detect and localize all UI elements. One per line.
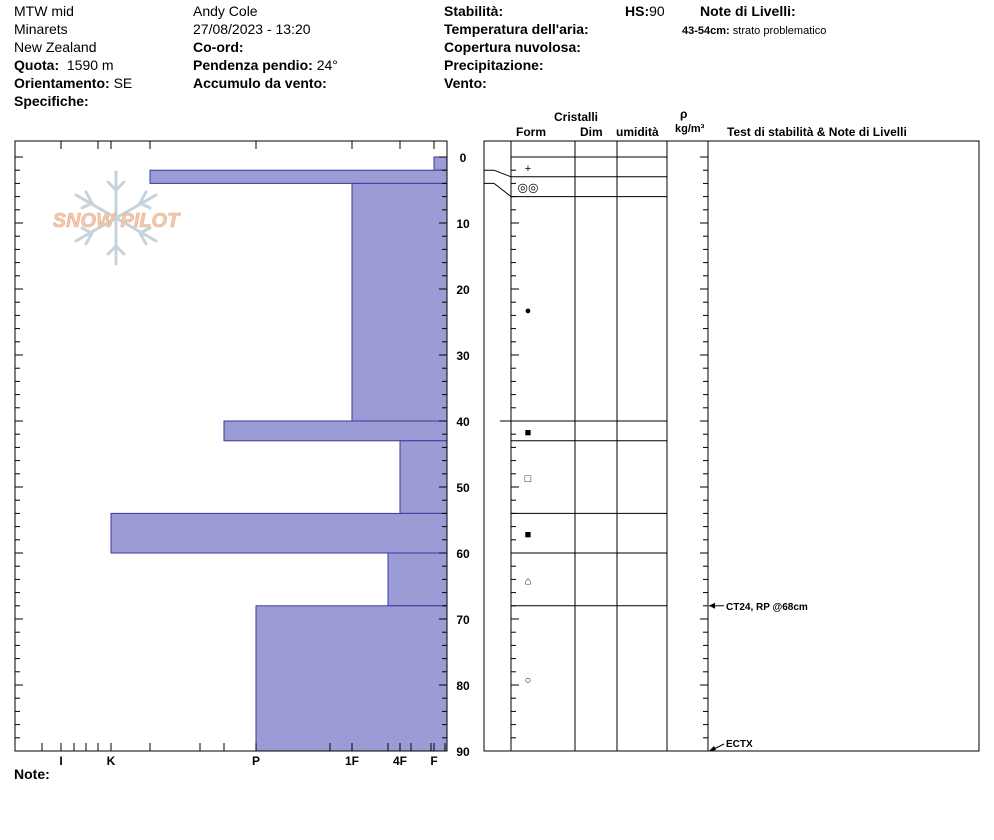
grain-form-symbol: ◎◎	[517, 180, 539, 195]
grain-form-symbol: ⌂	[524, 575, 532, 588]
table-border	[484, 141, 979, 751]
hardness-bar	[111, 513, 447, 553]
hs-value: 90	[649, 3, 665, 19]
depth-label: 70	[456, 613, 470, 627]
rho-header: ρ	[680, 107, 688, 121]
depth-label: 50	[456, 481, 470, 495]
depth-label: 20	[456, 283, 470, 297]
test-arrow-head	[709, 746, 716, 751]
depth-label: 10	[456, 217, 470, 231]
crystal-table	[484, 141, 979, 751]
layer-note-range: 43-54cm:	[682, 25, 730, 37]
hardness-bar	[224, 421, 447, 441]
hardness-bar	[256, 606, 447, 751]
hardness-label: 1F	[344, 754, 360, 768]
datetime: 27/08/2023 - 13:20	[193, 21, 311, 37]
grain-form-symbol: □	[524, 473, 532, 486]
depth-label: 90	[456, 745, 470, 759]
grain-form-symbol: ■	[524, 529, 532, 542]
elevation-value: 1590 m	[66, 57, 114, 73]
hardness-label: K	[106, 754, 116, 768]
cloud-label: Copertura nuvolosa:	[444, 39, 581, 55]
stability-notes-header: Test di stabilità & Note di Livelli	[727, 125, 907, 139]
slope-value: 24°	[316, 57, 338, 73]
elevation-label: Quota:	[14, 57, 60, 73]
depth-label: 30	[456, 349, 470, 363]
precip-label: Precipitazione:	[444, 57, 544, 73]
hardness-bar	[150, 170, 447, 183]
location-range: Minarets	[14, 21, 68, 37]
hardness-label: I	[59, 754, 63, 768]
depth-label: 60	[456, 547, 470, 561]
slope-label: Pendenza pendio:	[193, 57, 313, 73]
specifics-label: Specifiche:	[14, 93, 89, 109]
hardness-bar	[434, 157, 447, 170]
hardness-bar	[352, 183, 447, 421]
hardness-bar	[400, 441, 447, 514]
form-header: Form	[516, 125, 546, 139]
depth-label: 0	[459, 151, 467, 165]
hardness-label: F	[430, 754, 438, 768]
hardness-bar	[388, 553, 447, 606]
dim-header: Dim	[580, 125, 603, 139]
layer-note-text: strato problematico	[732, 25, 827, 37]
location-country: New Zealand	[14, 39, 97, 55]
hardness-label: P	[251, 754, 261, 768]
aspect-label: Orientamento:	[14, 75, 110, 91]
stability-label: Stabilità:	[444, 3, 504, 19]
logo-text: SNOW PILOT	[52, 210, 180, 232]
depth-label: 40	[456, 415, 470, 429]
stability-test-label: CT24, RP @68cm	[726, 601, 808, 613]
air-temp-label: Temperatura dell'aria:	[444, 21, 589, 37]
crystals-header: Cristalli	[554, 110, 599, 124]
test-arrow-head	[709, 603, 715, 609]
connector-line	[484, 170, 511, 177]
snowpilot-logo	[53, 172, 181, 264]
humidity-header: umidità	[616, 125, 659, 139]
grain-form-symbol: ■	[524, 426, 532, 439]
observer: Andy Cole	[193, 3, 258, 19]
stability-test-label: ECTX	[726, 739, 753, 750]
layer-notes-label: Note di Livelli:	[700, 3, 796, 19]
hs-label: HS:	[625, 3, 650, 19]
wind-loading-label: Accumulo da vento:	[193, 75, 327, 91]
hardness-profile	[111, 157, 447, 751]
grain-form-symbol: +	[524, 162, 532, 175]
density-unit-header: kg/m³	[675, 123, 705, 135]
location-name: MTW mid	[14, 3, 74, 19]
aspect-value: SE	[113, 75, 133, 91]
connector-line	[484, 183, 511, 196]
wind-label: Vento:	[444, 75, 487, 91]
coord-label: Co-ord:	[193, 39, 244, 55]
grain-form-symbol: ○	[524, 674, 532, 687]
depth-label: 80	[456, 679, 470, 693]
hardness-label: 4F	[392, 754, 408, 768]
notes-label: Note:	[14, 766, 50, 782]
grain-form-symbol: ●	[524, 304, 532, 317]
